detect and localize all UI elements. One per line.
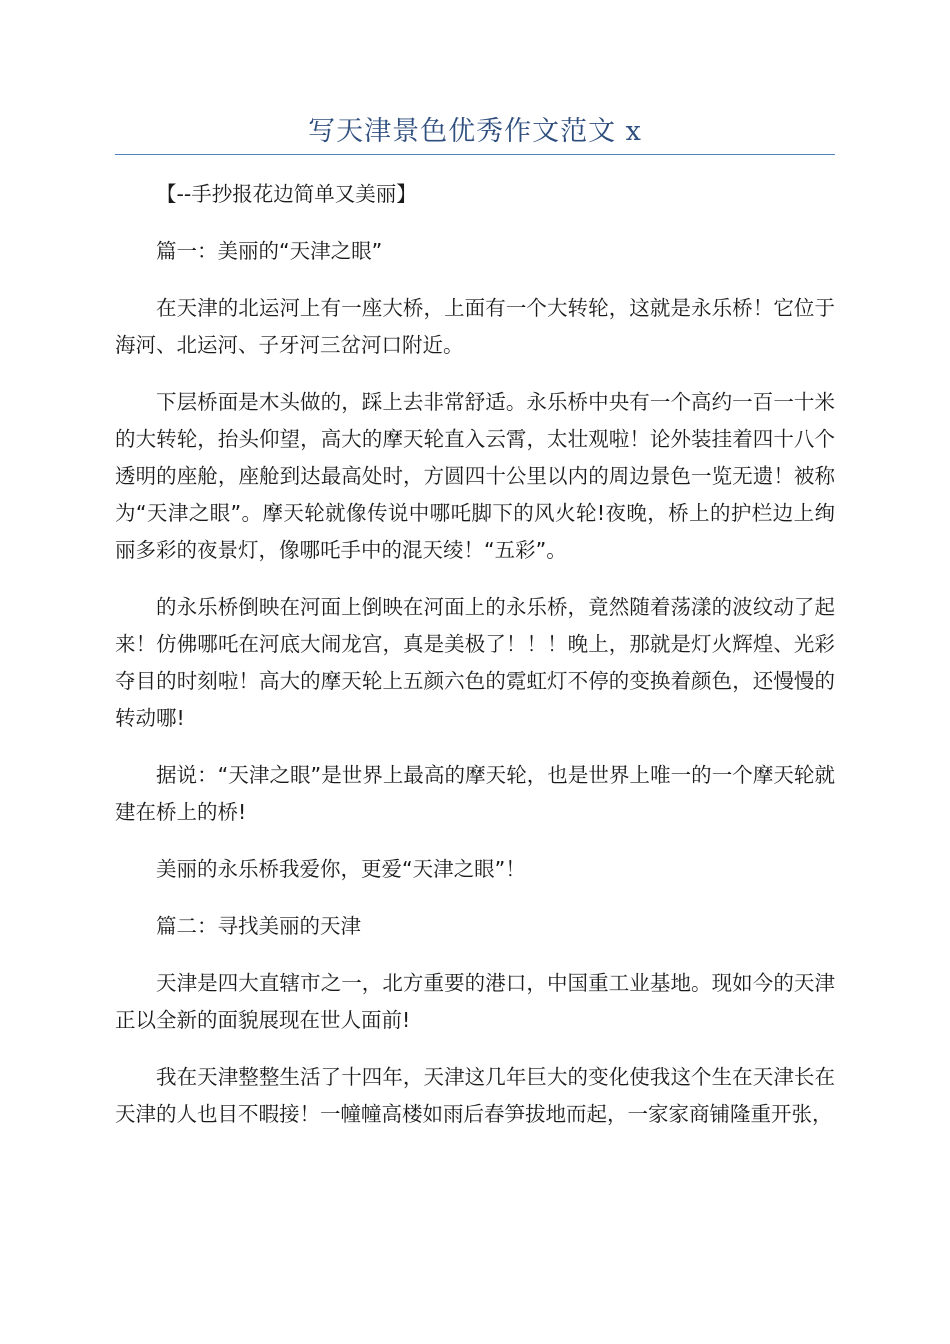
section-heading-1: 篇一：美丽的“天津之眼” <box>156 239 383 263</box>
document-body <box>115 176 835 1153</box>
paragraph: 我在天津整整生活了十四年，天津这几年巨大的变化使我这个生在天津长在天津的人也目不暇接！一幢幢高楼如雨后春笋拔地而起，一家家商铺隆重开张， <box>115 1065 835 1126</box>
subtitle-line: 【--手抄报花边简单又美丽】 <box>156 182 417 206</box>
paragraph: 天津是四大直辖市之一，北方重要的港口，中国重工业基地。现如今的天津正以全新的面貌展现在世人面前! <box>115 971 835 1032</box>
paragraph: 下层桥面是木头做的，踩上去非常舒适。永乐桥中央有一个高约一百一十米的大转轮，抬头仰望，高大的摩天轮直入云霄，太壮观啦！论外装挂着四十八个透明的座舱，座舱到达最高处时，方圆四十公里以内的周边景色一览无遗！被称为“天津之眼”。摩天轮就像传说中哪吒脚下的风火轮!夜晚，桥上的护栏边上绚丽多彩的夜景灯，像哪吒手中的混天绫！“五彩”。 <box>115 390 835 562</box>
paragraph: 美丽的永乐桥我爱你，更爱“天津之眼”！ <box>156 857 526 881</box>
paragraph: 的永乐桥倒映在河面上倒映在河面上的永乐桥，竟然随着荡漾的波纹动了起来！仿佛哪吒在河底大闹龙宫，真是美极了！！！晚上，那就是灯火辉煌、光彩夺目的时刻啦！高大的摩天轮上五颜六色的霓虹灯不停的变换着颜色，还慢慢的转动哪! <box>115 595 835 730</box>
document-title: 写天津景色优秀作文范文 x <box>308 116 642 147</box>
paragraph: 在天津的北运河上有一座大桥，上面有一个大转轮，这就是永乐桥！它位于海河、北运河、子牙河三岔河口附近。 <box>115 296 835 357</box>
section-heading-2: 篇二：寻找美丽的天津 <box>156 914 361 938</box>
title-underline <box>115 154 835 155</box>
paragraph: 据说：“天津之眼”是世界上最高的摩天轮，也是世界上唯一的一个摩天轮就建在桥上的桥! <box>115 763 835 824</box>
